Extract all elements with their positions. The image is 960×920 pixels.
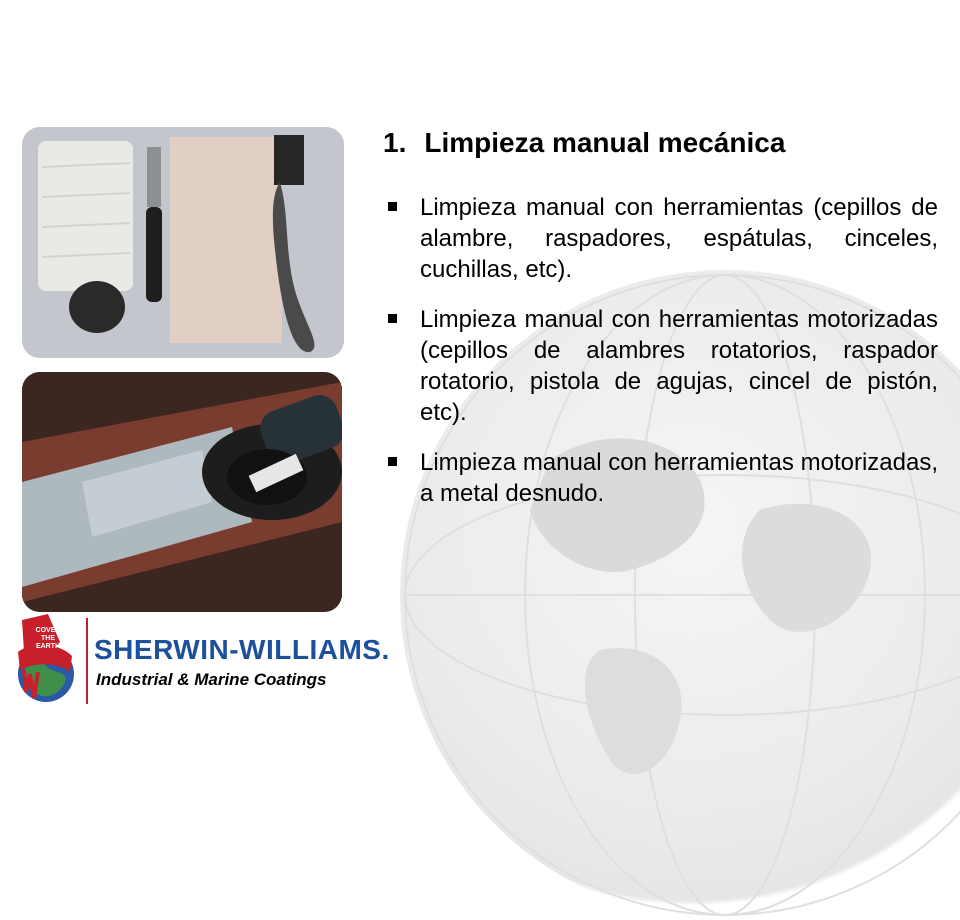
bullet-item: [388, 192, 938, 285]
bullet-text: Limpieza manual con herramientas motorizadas, a metal desnudo.: [420, 449, 938, 507]
power-grinder-photo: [22, 372, 342, 612]
emblem-text-2: THE: [41, 635, 55, 642]
brand-name: SHERWIN-WILLIAMS.: [94, 634, 390, 665]
bullet-item: [388, 304, 938, 428]
bullet-text: Limpieza manual con herramientas (cepillos de alambre, raspadores, espátulas, cinceles, cuchillas, etc).: [420, 194, 938, 283]
logo-divider: [86, 618, 88, 704]
company-logo: [12, 612, 390, 712]
square-bullet-icon: [388, 457, 397, 466]
emblem-text-1: COVER: [35, 627, 61, 634]
bullet-text: Limpieza manual con herramientas motorizadas (cepillos de alambres rotatorios, raspador rotatorio, pistola de agujas, cincel de pistón, etc).: [420, 306, 938, 426]
slide-title: [383, 127, 943, 159]
brand-division: Industrial & Marine Coatings: [96, 670, 327, 689]
bullet-list: [388, 192, 938, 528]
cover-the-earth-emblem-icon: [12, 612, 82, 712]
title-number: 1.: [383, 127, 407, 158]
square-bullet-icon: [388, 202, 397, 211]
hand-tools-photo: [22, 127, 344, 358]
emblem-text-3: EARTH: [35, 643, 61, 650]
square-bullet-icon: [388, 314, 397, 323]
bullet-item: [388, 447, 938, 509]
title-text: Limpieza manual mecánica: [424, 127, 786, 158]
